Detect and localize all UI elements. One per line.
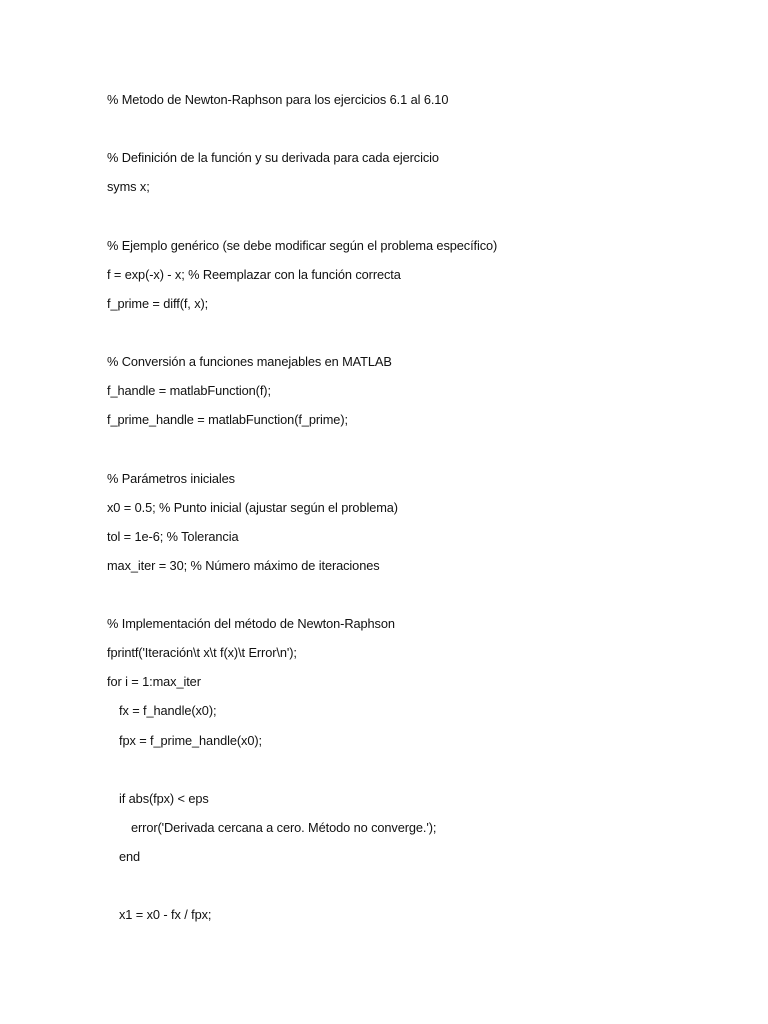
code-line-initial-point: x0 = 0.5; % Punto inicial (ajustar según el problema): [107, 500, 398, 515]
code-comment-initial-parameters: % Parámetros iniciales: [107, 471, 235, 486]
code-line-end: end: [119, 849, 141, 864]
code-line-if-condition: if abs(fpx) < eps: [119, 791, 209, 806]
code-line-derivative: f_prime = diff(f, x);: [107, 296, 209, 311]
code-line-evaluate-function: fx = f_handle(x0);: [119, 703, 217, 718]
code-line-derivative-handle: f_prime_handle = matlabFunction(f_prime);: [107, 412, 348, 427]
code-comment-function-definition: % Definición de la función y su derivada para cada ejercicio: [107, 150, 439, 165]
code-comment-generic-example: % Ejemplo genérico (se debe modificar según el problema específico): [107, 238, 498, 253]
code-line-tolerance: tol = 1e-6; % Tolerancia: [107, 529, 239, 544]
code-comment-conversion: % Conversión a funciones manejables en MATLAB: [107, 354, 392, 369]
code-comment-title: % Metodo de Newton-Raphson para los ejercicios 6.1 al 6.10: [107, 92, 449, 107]
code-line-evaluate-derivative: fpx = f_prime_handle(x0);: [119, 733, 262, 748]
code-line-max-iterations: max_iter = 30; % Número máximo de iteraciones: [107, 558, 380, 573]
code-line-for-loop: for i = 1:max_iter: [107, 674, 201, 689]
code-line-error-message: error('Derivada cercana a cero. Método no converge.');: [131, 820, 437, 835]
code-line-newton-step: x1 = x0 - fx / fpx;: [119, 907, 212, 922]
code-line-syms: syms x;: [107, 179, 150, 194]
code-line-fprintf-header: fprintf('Iteración\t x\t f(x)\t Error\n');: [107, 645, 297, 660]
code-comment-implementation: % Implementación del método de Newton-Raphson: [107, 616, 395, 631]
code-line-function-handle: f_handle = matlabFunction(f);: [107, 383, 271, 398]
code-line-function: f = exp(-x) - x; % Reemplazar con la función correcta: [107, 267, 401, 282]
